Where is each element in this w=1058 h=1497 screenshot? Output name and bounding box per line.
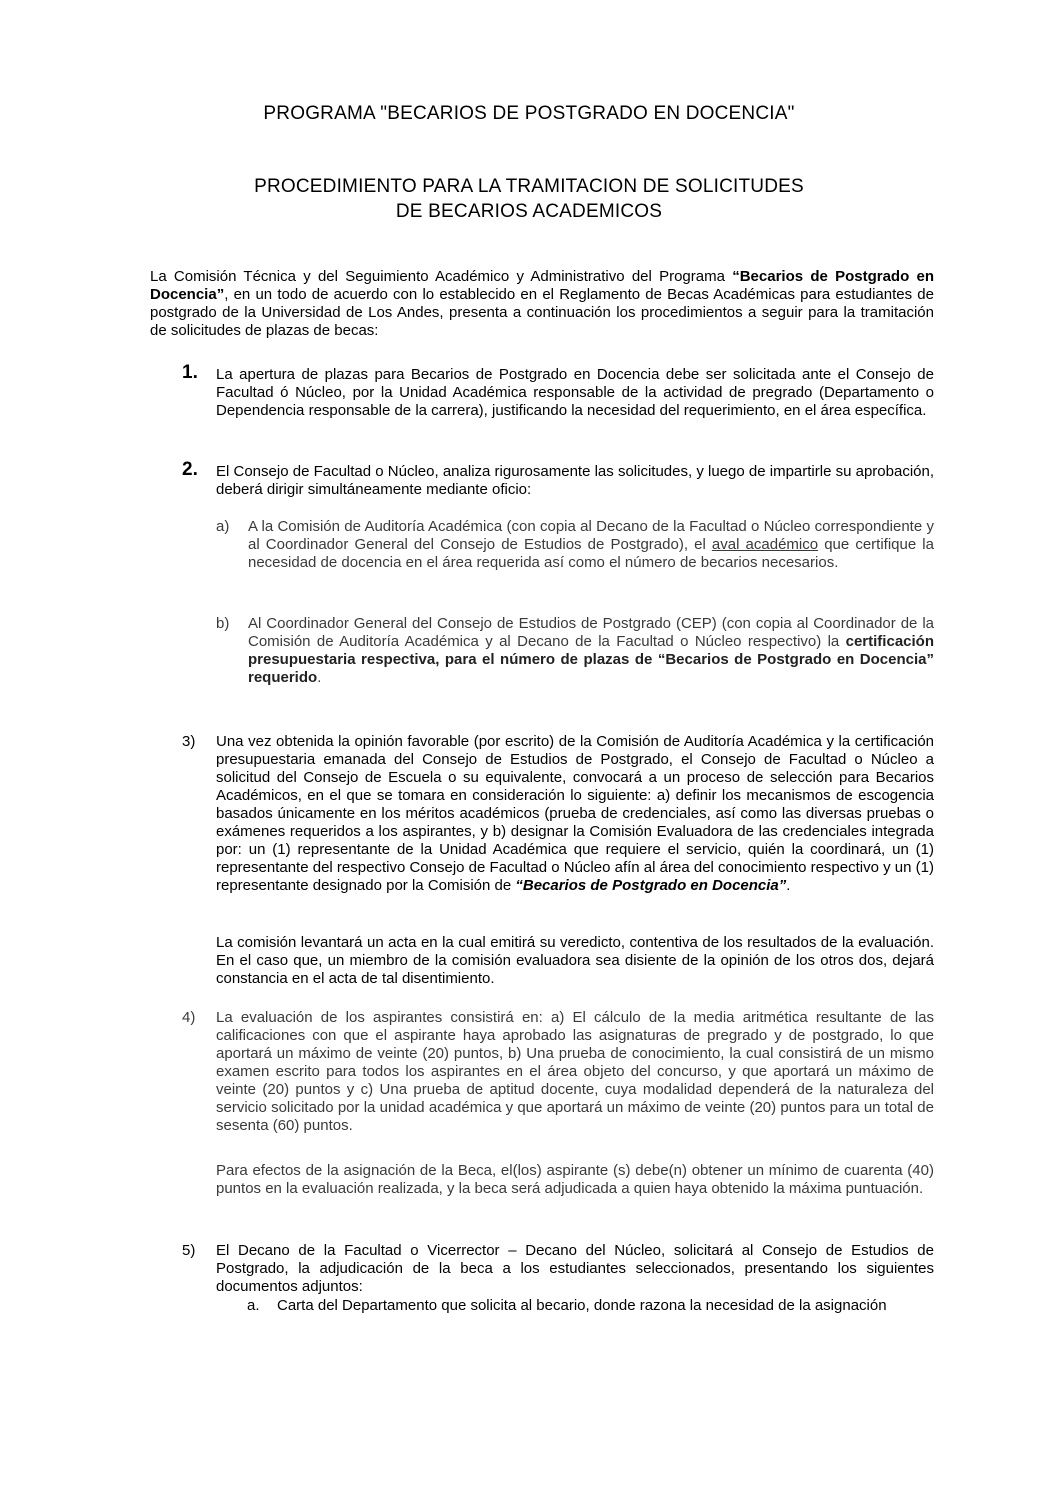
- item2-sub-b-letter: b): [216, 615, 230, 632]
- item3-text: [216, 733, 934, 895]
- item2-sub-a-text: [248, 518, 934, 572]
- sub-b-certification: certificación presupuestaria respectiva, para el número de plazas de “Becarios de Postgrado en Docencia” requerido: [248, 633, 934, 686]
- sub-a-text-before: A la Comisión de Auditoría Académica (con copia al Decano de la Facultad o Núcleo correspondiente y al Coordinador General del Consejo de Estudios de Postgrado), el: [248, 518, 934, 553]
- item5-sub-a-letter: a.: [247, 1297, 260, 1314]
- item3-text-before: Una vez obtenida la opinión favorable (por escrito) de la Comisión de Auditoría Académica y la certificación presupuestaria emanada del Consejo de Estudios de Postgrado, el Consejo de Facultad o Núcleo a solicitud del Consejo de Escuela o su equivalente, convocará a un proceso de selección para Becarios Académicos, en el que se tomara en consideración lo siguiente: a) definir los mecanismos de escogencia basados únicamente en los méritos académicos (prueba de credenciales, así como las diversas pruebas o exámenes requeridos a los aspirantes, y b) designar la Comisión Evaluadora de las credenciales integrada por: un (1) representante de la Unidad Académica que requiere el servicio, quién la coordinará, un (1) representante del respectivo Consejo de Facultad o Núcleo afín al área del conocimiento respectivo y un (1) representante designado por la Comisión de: [216, 733, 934, 894]
- item3-text-after: .: [786, 877, 791, 894]
- item3-program-name: “Becarios de Postgrado en Docencia”: [515, 877, 787, 894]
- item1-number: 1.: [182, 362, 198, 383]
- item5-text: El Decano de la Facultad o Vicerrector – Decano del Núcleo, solicitará al Consejo de Estudios de Postgrado, la adjudicación de la beca a los estudiantes seleccionados, presentando los siguientes documentos adjuntos:: [216, 1242, 934, 1295]
- item2-sub-a-letter: a): [216, 518, 230, 535]
- procedure-title-line2: DE BECARIOS ACADEMICOS: [395, 201, 663, 222]
- item3-paragraph2: La comisión levantará un acta en la cual emitirá su veredicto, contentiva de los resultados de la evaluación. En el caso que, un miembro de la comisión evaluadora sea disiente de la opinión de los otros dos, dejará constancia en el acta de tal disentimiento.: [216, 934, 934, 987]
- item4-text: La evaluación de los aspirantes consistirá en: a) El cálculo de la media aritmética resultante de las calificaciones con que el aspirante haya aprobado las asignaturas de pregrado y de postgrado, lo que aportará un máximo de veinte (20) puntos, b) Una prueba de conocimiento, la cual consistirá de un mismo examen escrito para todos los aspirantes en el área objeto del concurso, y que aportará un máximo de veinte (20) puntos y c) Una prueba de aptitud docente, cuya modalidad dependerá de la naturaleza del servicio solicitado por la unidad académica y que aportará un máximo de veinte (20) puntos para un total de sesenta (60) puntos.: [216, 1009, 934, 1134]
- item5-number: 5): [182, 1242, 196, 1259]
- sub-b-text-before: Al Coordinador General del Consejo de Estudios de Postgrado (CEP) (con copia al Coordinador de la Comisión de Auditoría Académica y al Decano de la Facultad o Núcleo respectivo) la: [248, 615, 934, 650]
- item3-number: 3): [182, 733, 196, 750]
- intro-paragraph: [150, 268, 934, 340]
- sub-b-text-after: .: [317, 669, 322, 686]
- item5-sub-a-text: Carta del Departamento que solicita al becario, donde razona la necesidad de la asignación: [277, 1297, 887, 1314]
- item2-text: El Consejo de Facultad o Núcleo, analiza rigurosamente las solicitudes, y luego de impartirle su aprobación, deberá dirigir simultáneamente mediante oficio:: [216, 463, 934, 498]
- intro-text-before: La Comisión Técnica y del Seguimiento Académico y Administrativo del Programa: [150, 268, 733, 285]
- item2-number: 2.: [182, 459, 198, 480]
- intro-program-name: “Becarios de Postgrado en Docencia”: [150, 268, 934, 303]
- item2-sub-b-text: [248, 615, 934, 687]
- procedure-title-line1: PROCEDIMIENTO PARA LA TRAMITACION DE SOLICITUDES: [254, 176, 804, 197]
- item4-paragraph2: Para efectos de la asignación de la Beca, el(los) aspirante (s) debe(n) obtener un mínimo de cuarenta (40) puntos en la evaluación realizada, y la beca será adjudicada a quien haya obtenido la máxima puntuación.: [216, 1162, 934, 1197]
- intro-text-after: , en un todo de acuerdo con lo establecido en el Reglamento de Becas Académicas para estudiantes de postgrado de la Universidad de Los Andes, presenta a continuación los procedimientos a seguir para la tramitación de solicitudes de plazas de becas:: [150, 286, 934, 339]
- item1-text: La apertura de plazas para Becarios de Postgrado en Docencia debe ser solicitada ante el Consejo de Facultad ó Núcleo, por la Unidad Académica responsable de la actividad de pregrado (Departamento o Dependencia responsable de la carrera), justificando la necesidad del requerimiento, en el área específica.: [216, 366, 934, 419]
- program-title: PROGRAMA "BECARIOS DE POSTGRADO EN DOCENCIA": [263, 103, 795, 124]
- sub-a-text-after: que certifique la necesidad de docencia en el área requerida así como el número de becarios necesarios.: [248, 536, 934, 571]
- aval-academico: aval académico: [711, 536, 819, 553]
- item4-number: 4): [182, 1009, 196, 1026]
